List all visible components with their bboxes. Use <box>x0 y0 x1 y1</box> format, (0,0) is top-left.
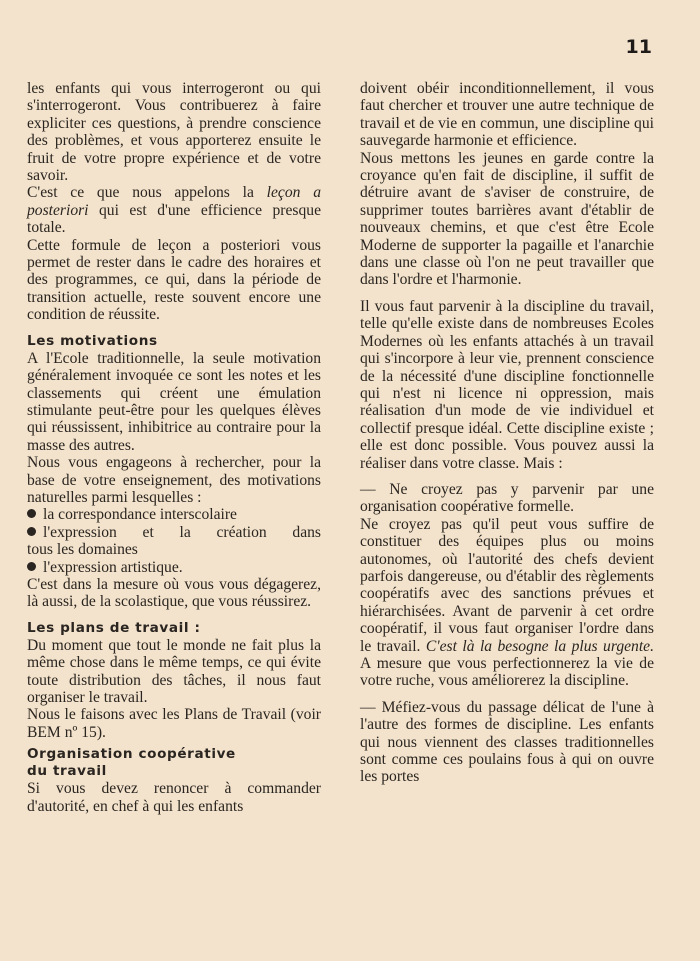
list-item: la correspondance interscolaire <box>27 506 321 523</box>
heading-plans-de-travail: Les plans de travail : <box>27 619 201 636</box>
text: qui est d'une efficience presque totale. <box>27 201 321 237</box>
emphasis-text: C'est là la besogne la plus urgente. <box>425 637 655 655</box>
page-number: 11 <box>625 36 652 58</box>
paragraph: Du moment que tout le monde ne fait plus la même chose dans le même temps, ce qui évite toute distribution des tâches, il nous faut organiser le travail. <box>27 636 321 706</box>
right-column <box>360 80 654 786</box>
paragraph: les enfants qui vous interrogeront ou qui s'interrogeront. Vous contribuerez à faire expliciter ces questions, à prendre conscience des problèmes, et vous apporterez ensuite le fruit de votre propre expérience et de votre savoir. <box>27 80 321 185</box>
bullet-icon <box>27 509 36 518</box>
list-item-continuation: tous les domaines <box>27 541 138 559</box>
heading-organisation-line2: du travail <box>27 763 107 780</box>
list-item: l'expression artistique. <box>27 559 321 576</box>
paragraph: C'est dans la mesure où vous vous dégagerez, là aussi, de la scolastique, que vous réussirez. <box>27 575 321 611</box>
text: Ne croyez pas qu'il peut vous suffire de constituer des équipes plus ou moins autonomes, où l'autorité des chefs devient parfois dangereuse, ou d'établir des règlements coopératifs avec des sanctions prévues et hiérarchisées. Avant de parvenir à cet ordre coopératif, il vous faut organiser l'ordre dans le travail. <box>360 515 654 655</box>
bullet-icon <box>27 527 36 536</box>
paragraph <box>360 516 654 690</box>
left-column <box>27 80 321 815</box>
heading-motivations: Les motivations <box>27 332 158 349</box>
paragraph: Nous le faisons avec les Plans de Travail (voir BEM nº 15). <box>27 706 321 741</box>
emphasis-text: leçon a posteriori <box>27 184 321 219</box>
paragraph: Cette formule de leçon a posteriori vous permet de rester dans le cadre des horaires et des programmes, ce qui, dans la période de transition actuelle, reste souvent encore une condition de réussite. <box>27 236 321 324</box>
bullet-icon <box>27 562 36 571</box>
text: A mesure que vous perfectionnerez la vie de votre ruche, vous améliorerez la discipline. <box>360 655 654 690</box>
paragraph: — Méfiez-vous du passage délicat de l'une à l'autre des formes de discipline. Les enfants qui nous viennent des classes traditionnelles sont comme ces poulains fous à qui on ouvre les portes <box>360 698 654 786</box>
paragraph: Il vous faut parvenir à la discipline du travail, telle qu'elle existe dans de nombreuses Ecoles Modernes où les enfants attachés à un travail qui s'incorpore à leur vie, prennent conscience de la nécessité d'une discipline fonctionnelle qui n'est ni licence ni oppression, mais réalisation d'un mode de vie individuel et collectif presque idéal. Cette discipline existe ; elle est donc possible. Vous pouvez aussi la réaliser dans votre classe. Mais : <box>360 297 654 472</box>
paragraph: — Ne croyez pas y parvenir par une organisation coopérative formelle. <box>360 480 654 516</box>
list-item: l'expression et la création dans <box>27 524 321 541</box>
text: C'est ce que nous appelons la <box>27 184 267 202</box>
paragraph: Nous mettons les jeunes en garde contre la croyance qu'en fait de discipline, il suffit de détruire avant de s'aviser de construire, de supprimer toutes barrières avant d'établir de nouveaux chemins, et que c'est être Ecole Moderne de supporter la pagaille et l'anarchie dans une classe où l'on ne peut travailler que dans l'ordre et l'harmonie. <box>360 149 654 289</box>
paragraph: Si vous devez renoncer à commander d'autorité, en chef à qui les enfants <box>27 780 321 815</box>
paragraph <box>27 184 321 236</box>
paragraph: doivent obéir inconditionnellement, il vous faut chercher et trouver une autre technique de travail et de vie en commun, une discipline qui sauvegarde harmonie et efficience. <box>360 80 654 150</box>
paragraph: A l'Ecole traditionnelle, la seule motivation généralement invoquée ce sont les notes et les classements qui créent une émulation stimulante peut-être pour les quelques élèves qui réussissent, inhibitrice au contraire pour la masse des autres. <box>27 349 321 454</box>
heading-organisation-line1: Organisation coopérative <box>27 746 236 763</box>
paragraph: Nous vous engageons à rechercher, pour la base de votre enseignement, des motivations naturelles parmi lesquelles : <box>27 454 321 506</box>
